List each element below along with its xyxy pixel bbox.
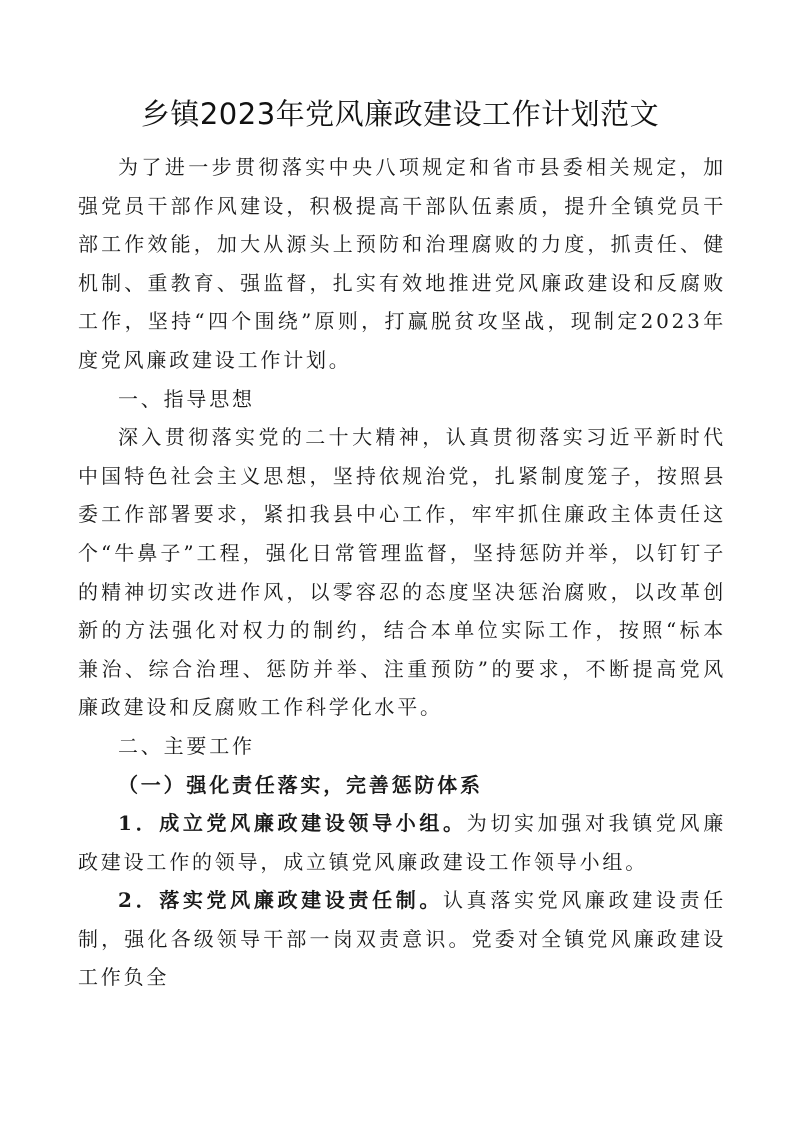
list-item bbox=[78, 804, 726, 881]
list-item-text: 认真落实党风廉政建设责任制，强化各级领导干部一岗双责意识。党委对全镇党风廉政建设工作负全 bbox=[78, 888, 726, 990]
section-heading-main-work: 二、主要工作 bbox=[118, 733, 255, 758]
list-item-lead: 1．成立党风廉政建设领导小组。 bbox=[118, 811, 467, 836]
document-body bbox=[78, 148, 726, 997]
document-title: 乡镇2023年党风廉政建设工作计划范文 bbox=[140, 97, 660, 131]
guiding-ideology-paragraph: 深入贯彻落实党的二十大精神，认真贯彻落实习近平新时代中国特色社会主义思想，坚持依规治党，扎紧制度笼子，按照县委工作部署要求，紧扣我县中心工作，牢牢抓住廉政主体责任这个“牛鼻子”工程，强化日常管理监督，坚持惩防并举，以钉钉子的精神切实改进作风，以零容忍的态度坚决惩治腐败，以改革创新的方法强化对权力的制约，结合本单位实际工作，按照“标本兼治、综合治理、惩防并举、注重预防”的要求，不断提高党风廉政建设和反腐败工作科学化水平。 bbox=[78, 425, 726, 720]
section-heading-guiding-ideology: 一、指导思想 bbox=[118, 386, 255, 411]
intro-paragraph: 为了进一步贯彻落实中央八项规定和省市县委相关规定，加强党员干部作风建设，积极提高干部队伍素质，提升全镇党员干部工作效能，加大从源头上预防和治理腐败的力度，抓责任、健机制、重教育、强监督，扎实有效地推进党风廉政建设和反腐败工作，坚持“四个围绕”原则，打赢脱贫攻坚战，现制定2023年度党风廉政建设工作计划。 bbox=[78, 155, 726, 372]
list-item-lead: 2．落实党风廉政建设责任制。 bbox=[118, 888, 444, 913]
list-item bbox=[78, 881, 726, 997]
subsection-heading-responsibility: （一）强化责任落实，完善惩防体系 bbox=[118, 772, 483, 797]
list-item-text: 为切实加强对我镇党风廉政建设工作的领导，成立镇党风廉政建设工作领导小组。 bbox=[78, 811, 726, 874]
